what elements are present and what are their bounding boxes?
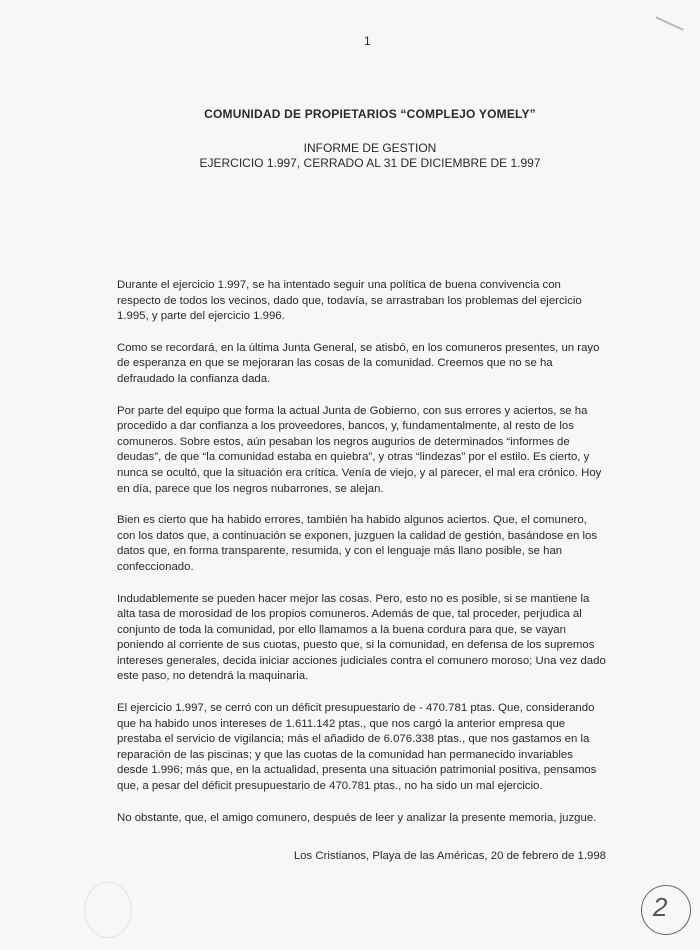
document-header	[120, 107, 620, 171]
paragraph-2: Como se recordará, en la última Junta General, se atisbó, en los comuneros presentes, un rayo de esperanza en que se mejoraran las cosas de la comunidad. Creemos que no se ha defraudado la confianza dada.	[117, 341, 600, 385]
paragraph-5: Indudablemente se pueden hacer mejor las cosas. Pero, esto no es posible, si se mantiene la alta tasa de morosidad de los propios comuneros. Además de que, tal proceder, perjudica al conjunto de toda la comunidad, por ello llamamos a la buena cordura para que, se vayan poniendo al corriente de sus cuotas, puesto que, si la comunidad, en defensa de los supremos intereses generales, decida iniciar acciones judiciales contra el comunero moroso; Una vez dado este paso, no detendrá la maquinaria.	[117, 592, 606, 683]
page-number: 1	[364, 34, 371, 48]
paragraph-3: Por parte del equipo que forma la actual Junta de Gobierno, con sus errores y aciertos, se ha procedido a dar confianza a los proveedores, bancos, y, fundamentalmente, al resto de los comuneros. Sobre estos, aún pesaban los negros augurios de determinados “informes de deudas”, de que “la comunidad estaba en quiebra”, y otras “lindezas” por el estilo. Es cierto, y nunca se ocultó, que la situación era crítica. Venía de viejo, y al parecer, el mal era crónico. Hoy en día, parece que los negros nubarrones, se alejan.	[117, 404, 602, 495]
paragraph-6: El ejercicio 1.997, se cerró con un déficit presupuestario de - 470.781 ptas. Que, considerando que ha habido unos intereses de 1.611.142 ptas., que nos cargó la anterior empresa que prestaba el servicio de vigilancia; más el añadido de 6.076.338 ptas., que nos gastamos en la reparación de las piscinas; y que las cuotas de la comunidad han permanecido invariables desde 1.996; más que, en la actualidad, presenta una situación patrimonial positiva, pensamos que, a pesar del déficit presupuestario de 470.781 ptas., no ha sido un mal ejercicio.	[117, 702, 597, 793]
place-date-signature: Los Cristianos, Playa de las Américas, 20 de febrero de 1.998	[293, 850, 606, 862]
faint-stamp-mark	[84, 882, 132, 938]
document-title: COMUNIDAD DE PROPIETARIOS “COMPLEJO YOMELY”	[204, 107, 536, 121]
report-body	[117, 278, 607, 842]
fiscal-year-line: EJERCICIO 1.997, CERRADO AL 31 DE DICIEMBRE DE 1.997	[199, 156, 541, 170]
paper-smudge	[650, 16, 683, 41]
paragraph-4: Bien es cierto que ha habido errores, también ha habido algunos aciertos. Que, el comunero, con los datos que, a continuación se exponen, juzguen la calidad de gestión, basándose en los datos que, en forma transparente, resumida, y con el lenguaje más llano posible, se han confeccionado.	[117, 514, 598, 573]
handwritten-page-digit: 2	[653, 892, 668, 922]
report-subtitle: INFORME DE GESTION	[303, 141, 437, 155]
paragraph-1: Durante el ejercicio 1.997, se ha intentado seguir una política de buena convivencia con respecto de todos los vecinos, dado que, todavía, se arrastraban los problemas del ejercicio 1.995, y parte del ejercicio 1.996.	[117, 279, 582, 323]
paragraph-7: No obstante, que, el amigo comunero, después de leer y analizar la presente memoria, juzgue.	[117, 811, 597, 824]
